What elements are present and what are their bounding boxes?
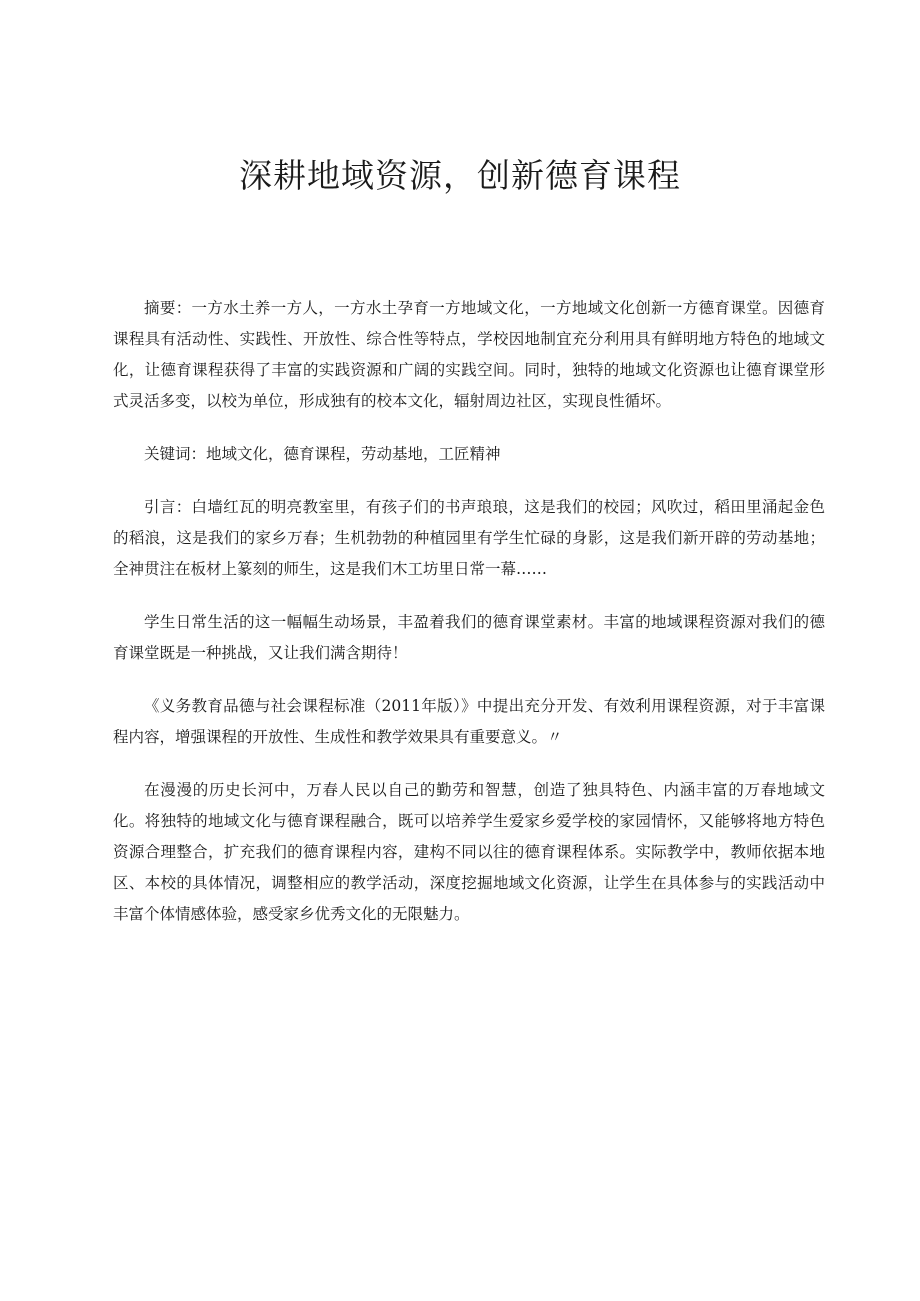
body-paragraph: 学生日常生活的这一幅幅生动场景，丰盈着我们的德育课堂素材。丰富的地域课程资源对我们的德育课堂既是一种挑战，又让我们满含期待！ <box>113 613 825 662</box>
curriculum-standard-paragraph: 《义务教育品德与社会课程标准（2011年版）》中提出充分开发、有效利用课程资源，对于丰富课程内容，增强课程的开放性、生成性和教学效果具有重要意义。〃 <box>113 697 825 746</box>
body-paragraph: 在漫漫的历史长河中，万春人民以自己的勤劳和智慧，创造了独具特色、内涵丰富的万春地域文化。将独特的地域文化与德育课程融合，既可以培养学生爱家乡爱学校的家园情怀，又能够将地方特色资源合理整合，扩充我们的德育课程内容，建构不同以往的德育课程体系。实际教学中，教师依据本地区、本校的具体情况，调整相应的教学活动，深度挖掘地域文化资源，让学生在具体参与的实践活动中丰富个体情感体验，感受家乡优秀文化的无限魅力。 <box>113 781 825 923</box>
document-title: 深耕地域资源，创新德育课程 <box>239 156 681 195</box>
keywords-paragraph: 关键词：地域文化，德育课程，劳动基地，工匠精神 <box>144 445 501 463</box>
introduction-paragraph: 引言：白墙红瓦的明亮教室里，有孩子们的书声琅琅，这是我们的校园；风吹过，稻田里涌起金色的稻浪，这是我们的家乡万春；生机勃勃的种植园里有学生忙碌的身影，这是我们新开辟的劳动基地；全神贯注在板材上篆刻的师生，这是我们木工坊里日常一幕…… <box>113 498 825 578</box>
document-body <box>113 293 825 952</box>
abstract-paragraph: 摘要：一方水土养一方人，一方水土孕育一方地域文化，一方地域文化创新一方德育课堂。因德育课程具有活动性、实践性、开放性、综合性等特点，学校因地制宜充分利用具有鲜明地方特色的地域文化，让德育课程获得了丰富的实践资源和广阔的实践空间。同时，独特的地域文化资源也让德育课堂形式灵活多变，以校为单位，形成独有的校本文化，辐射周边社区，实现良性循坏。 <box>113 299 825 410</box>
